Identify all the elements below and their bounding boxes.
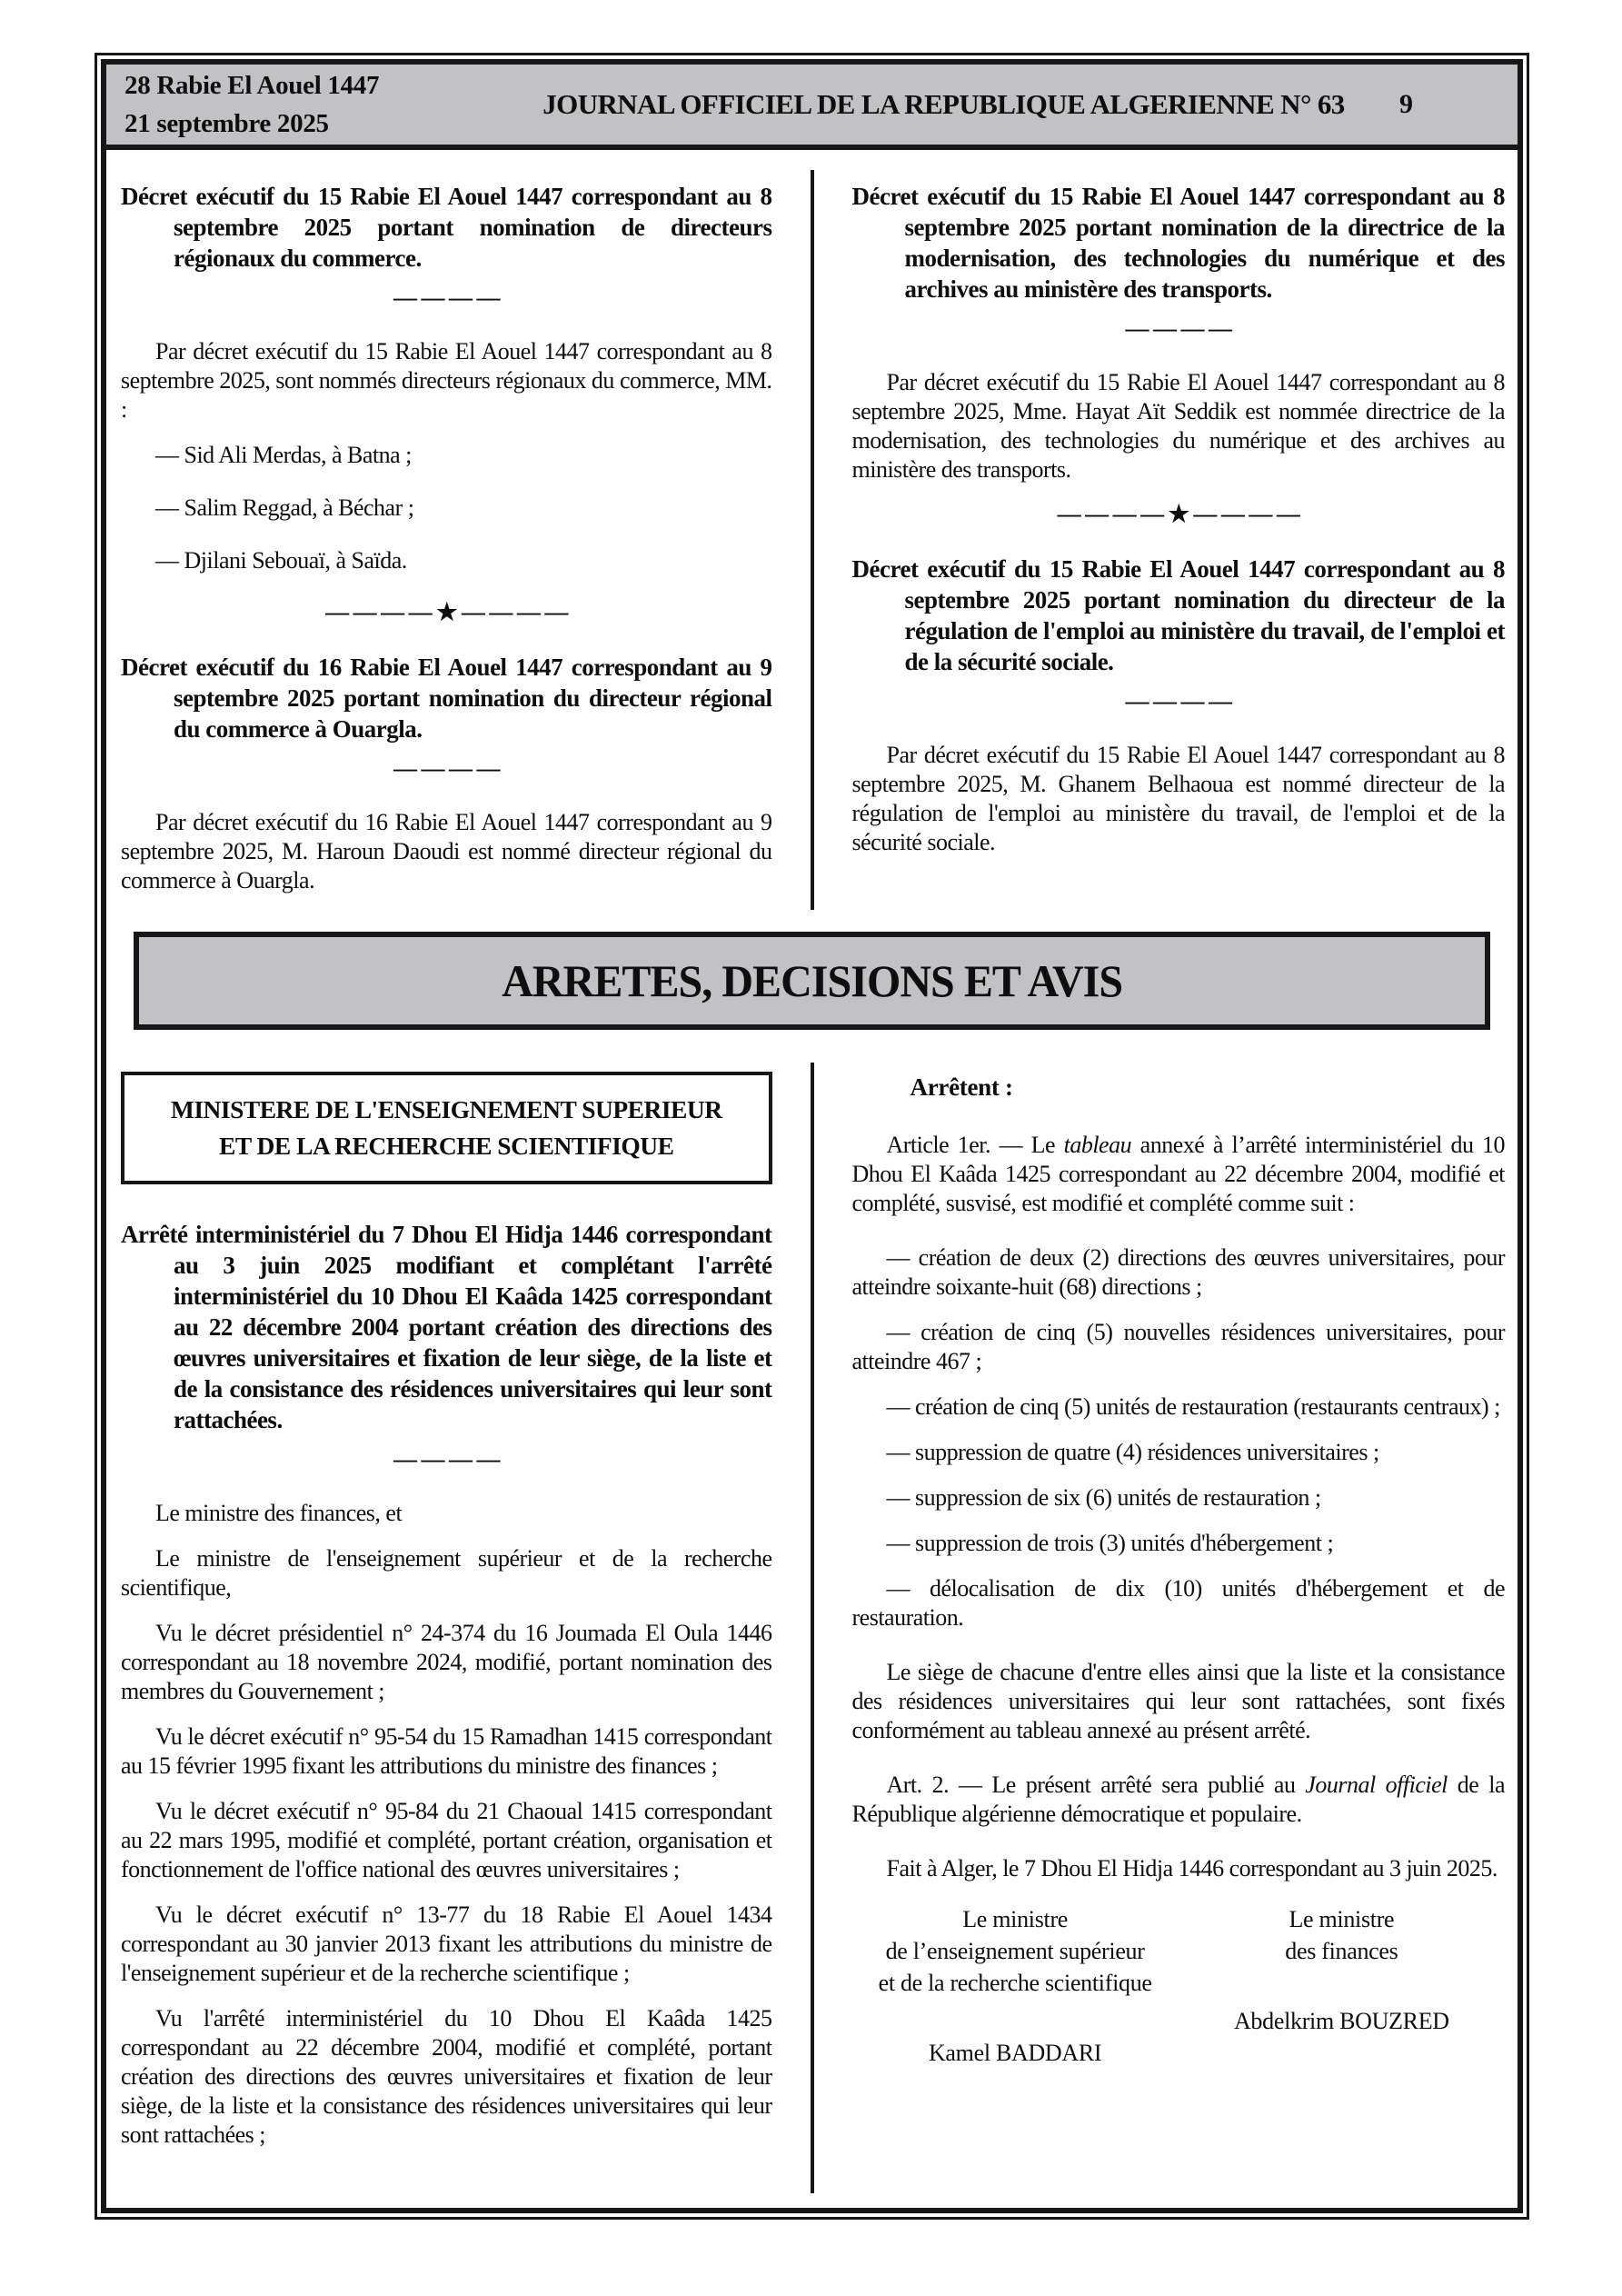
arrete-title: Arrêté interministériel du 7 Dhou El Hidja 1446 correspondant au 3 juin 2025 modifiant et complétant l'arrêté interministériel du 10 Dhou El Kaâda 1425 correspondant au 22 décembre 2004 portant création des directions des œuvres universitaires et fixation de leur siège, de la liste et de la consistance des résidences universitaires qui leur sont rattachées. [121, 1221, 772, 1433]
top-right-column [812, 181, 1518, 912]
decree-body: Par décret exécutif du 15 Rabie El Aouel 1447 correspondant au 8 septembre 2025, sont nommés directeurs régionaux du commerce, MM. : [121, 338, 772, 423]
ministry-line: ET DE LA RECHERCHE SCIENTIFIQUE [218, 1132, 674, 1160]
paragraph: Vu le décret exécutif n° 95-54 du 15 Ramadhan 1415 correspondant au 15 février 1995 fixant les attributions du ministre des finances ; [121, 1723, 772, 1779]
article-2-text: de la République algérienne démocratique et populaire. [851, 1772, 1505, 1827]
siege-paragraph: Le siège de chacune d'entre elles ainsi que la liste et la consistance des résidences universitaires qui leur sont rattachées, sont fixés conformément au tableau annexé au présent arrêté. [851, 1659, 1505, 1743]
article-2 [852, 1771, 1506, 1829]
bullet-item: — création de cinq (5) nouvelles résidences universitaires, pour atteindre 467 ; [851, 1319, 1505, 1374]
dash-separator: — — — — [393, 1446, 500, 1472]
decree-title: Décret exécutif du 15 Rabie El Aouel 1447 correspondant au 8 septembre 2025 portant nomination de directeurs régionaux du commerce. [121, 183, 772, 272]
decree-title: Décret exécutif du 16 Rabie El Aouel 1447 correspondant au 9 septembre 2025 portant nomination du directeur régional du commerce à Ouargla. [121, 654, 772, 743]
bullet-item: — suppression de quatre (4) résidences universitaires ; [886, 1439, 1379, 1465]
bullet-item: — création de cinq (5) unités de restauration (restaurants centraux) ; [886, 1393, 1500, 1420]
paragraph: Vu le décret exécutif n° 13-77 du 18 Rabie El Aouel 1434 correspondant au 30 janvier 2013 fixant les attributions du ministre de l'enseignement supérieur et de la recherche scientifique ; [121, 1902, 772, 1986]
bullet-item: — suppression de six (6) unités de restauration ; [886, 1484, 1321, 1511]
dash-separator: — — — — [393, 285, 500, 311]
star-separator: — — — — ★ — — — — [325, 599, 568, 625]
page-body [106, 150, 1518, 2208]
top-left-column [106, 181, 812, 912]
signature-title-line: Le ministre [962, 1906, 1069, 1932]
list-item: — Sid Ali Merdas, à Batna ; [155, 442, 412, 468]
section-banner [134, 932, 1490, 1030]
paragraph: Le ministre de l'enseignement supérieur et de la recherche scientifique, [121, 1545, 772, 1601]
issue-dates [106, 66, 488, 143]
page-frame [95, 53, 1529, 2220]
article-1-text: annexé à l’arrêté interministériel du 10 Dhou El Kaâda 1425 correspondant au 22 décembre 2004, modifié et complété, susvisé, est modifié et complété comme suit : [851, 1132, 1506, 1216]
signature-title-line: des finances [1285, 1938, 1398, 1964]
article-1-text: Article 1er. — Le [886, 1132, 1064, 1158]
article-1-italic: tableau [1063, 1132, 1132, 1158]
decree-body: Par décret exécutif du 15 Rabie El Aouel 1447 correspondant au 8 septembre 2025, M. Ghanem Belhaoua est nommé directeur de la régulation de l'emploi au ministère du travail, de l'emploi et de la sécurité sociale. [851, 742, 1505, 855]
signature-left [852, 1903, 1179, 2069]
signature-title-line: et de la recherche scientifique [878, 1970, 1152, 1996]
dash-separator: — — — — [1125, 688, 1231, 714]
date-hijri: 28 Rabie El Aouel 1447 [124, 71, 380, 100]
paragraph: Vu le décret exécutif n° 95-84 du 21 Chaoual 1415 correspondant au 22 mars 1995, modifié et complété, portant création, organisation et fonctionnement de l'office national des œuvres universitaires ; [121, 1798, 772, 1882]
decree-body: Par décret exécutif du 15 Rabie El Aouel 1447 correspondant au 8 septembre 2025, Mme. Hayat Aït Seddik est nommée directrice de la modernisation, des technologies du numérique et des archives au ministère des transports. [851, 369, 1505, 483]
paragraph: Vu le décret présidentiel n° 24-374 du 16 Joumada El Oula 1446 correspondant au 18 novembre 2024, modifié, portant nomination des membres du Gouvernement ; [121, 1620, 772, 1704]
decree-title: Décret exécutif du 15 Rabie El Aouel 1447 correspondant au 8 septembre 2025 portant nomination de la directrice de la modernisation, des technologies du numérique et des archives au ministère des transports. [851, 183, 1505, 303]
article-2-text: Art. 2. — Le présent arrêté sera publié au [886, 1772, 1306, 1798]
signature-name: Kamel BADDARI [928, 2040, 1102, 2066]
paragraph: Le ministre des finances, et [155, 1500, 403, 1526]
signature-title-line: de l’enseignement supérieur [885, 1938, 1145, 1964]
fait-paragraph: Fait à Alger, le 7 Dhou El Hidja 1446 correspondant au 3 juin 2025. [886, 1855, 1498, 1882]
decree-body: Par décret exécutif du 16 Rabie El Aouel 1447 correspondant au 9 septembre 2025, M. Haroun Daoudi est nommé directeur régional du commerce à Ouargla. [121, 809, 772, 893]
paragraph: Vu l'arrêté interministériel du 10 Dhou El Kaâda 1425 correspondant au 22 décembre 2004, modifié et complété, portant création des directions des œuvres universitaires et fixation de leur siège, de la liste et la consistance des résidences universitaires qui leur sont rattachées ; [121, 2005, 772, 2148]
star-separator: — — — — ★ — — — — [1057, 501, 1299, 527]
masthead [106, 65, 1518, 150]
signatures [852, 1903, 1506, 2069]
page-number: 9 [1399, 89, 1413, 119]
page-frame-inner [101, 59, 1523, 2213]
ministry-line: MINISTERE DE L'ENSEIGNEMENT SUPERIEUR [170, 1095, 722, 1123]
dash-separator: — — — — [393, 755, 500, 782]
bullet-item: — création de deux (2) directions des œuvres universitaires, pour atteindre soixante-huit (68) directions ; [851, 1244, 1505, 1300]
bullet-item: — suppression de trois (3) unités d'hébergement ; [886, 1530, 1334, 1556]
banner-title: ARRETES, DECISIONS ET AVIS [502, 955, 1122, 1006]
journal-title: JOURNAL OFFICIEL DE LA REPUBLIQUE ALGERIENNE N° 63 [542, 88, 1345, 120]
list-item: — Djilani Sebouaï, à Saïda. [155, 547, 407, 574]
signature-right [1179, 1903, 1505, 2069]
bullet-item: — délocalisation de dix (10) unités d'hébergement et de restauration. [851, 1575, 1505, 1631]
signature-name: Abdelkrim BOUZRED [1233, 2008, 1449, 2034]
list-item: — Salim Reggad, à Béchar ; [155, 494, 414, 521]
article-1 [852, 1131, 1506, 1218]
bottom-left-column [106, 1070, 812, 2208]
article-2-italic: Journal officiel [1305, 1772, 1448, 1798]
signature-title-line: Le ministre [1289, 1906, 1395, 1932]
date-gregorian: 21 septembre 2025 [124, 109, 329, 138]
bottom-right-column [812, 1070, 1518, 2208]
decree-title: Décret exécutif du 15 Rabie El Aouel 1447 correspondant au 8 septembre 2025 portant nomination du directeur de la régulation de l'emploi au ministère du travail, de l'emploi et de la sécurité sociale. [851, 555, 1505, 675]
dash-separator: — — — — [1125, 315, 1231, 342]
arretent-label: Arrêtent : [910, 1073, 1013, 1101]
ministry-box [121, 1072, 772, 1184]
arretes-section [106, 1046, 1518, 2208]
decrees-section [106, 150, 1518, 912]
